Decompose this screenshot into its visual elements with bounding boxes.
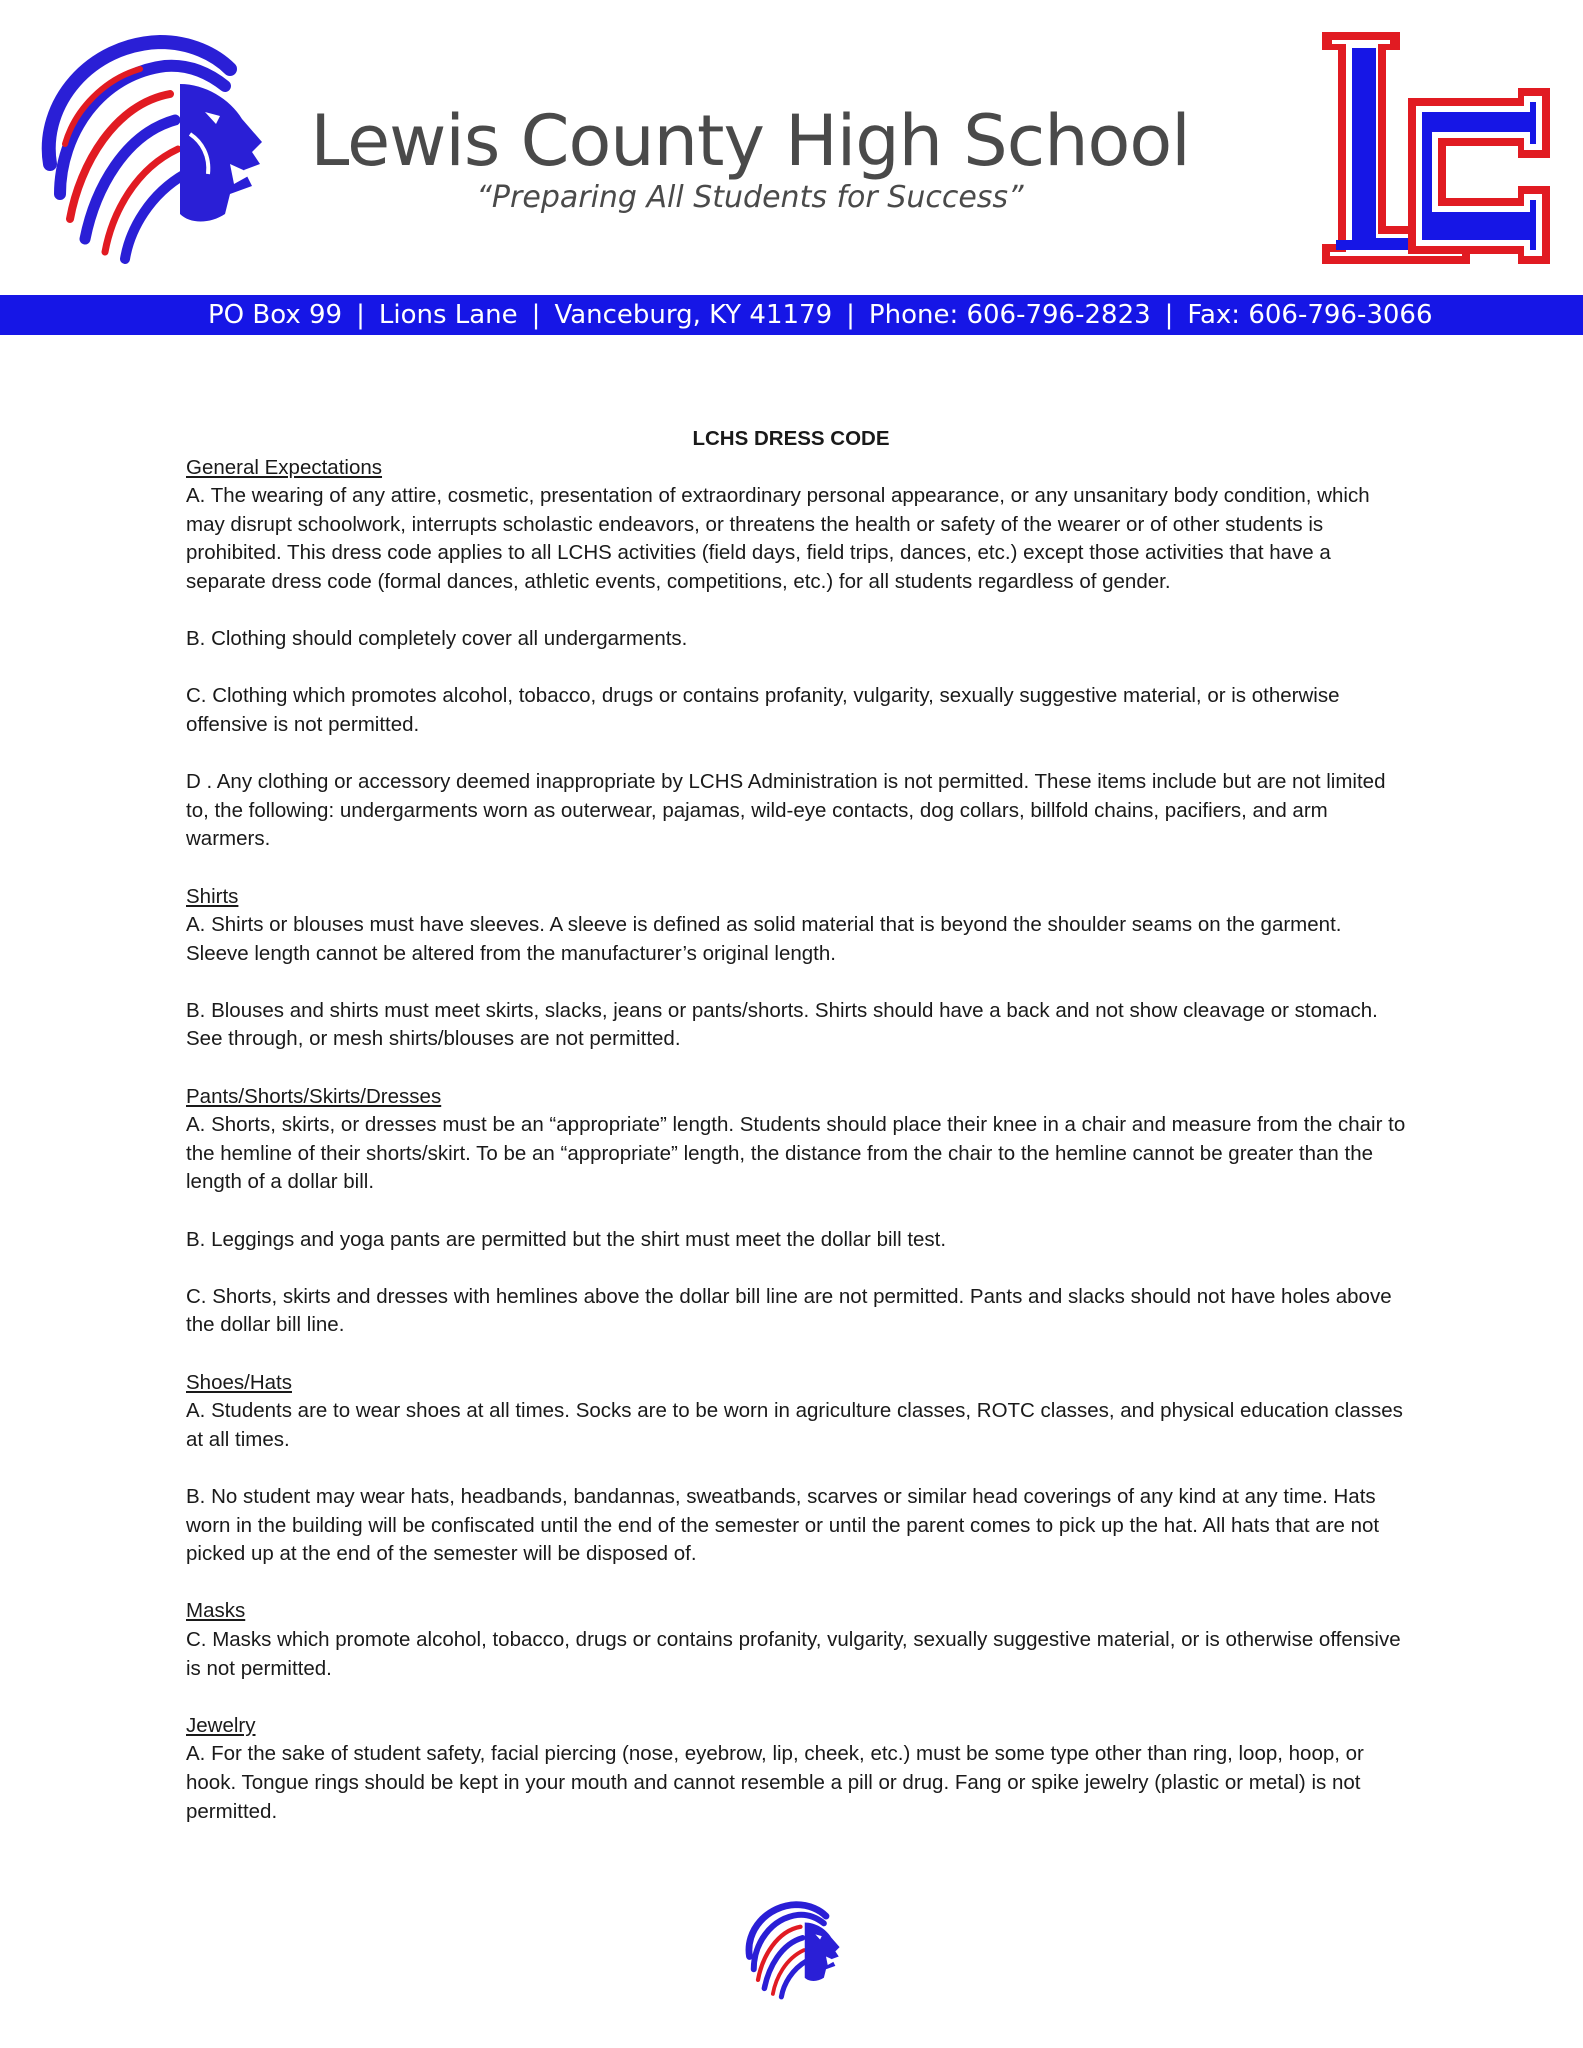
address-fax: Fax: 606-796-3066 <box>1187 300 1433 330</box>
address-street: Lions Lane <box>378 300 518 330</box>
address-po-box: PO Box 99 <box>208 300 343 330</box>
paragraph: B. Leggings and yoga pants are permitted but the shirt must meet the dollar bill test. <box>186 1227 947 1251</box>
paragraph: A. Shirts or blouses must have sleeves. A sleeve is defined as solid material that is beyond the shoulder seams on the garment. Sleeve length cannot be altered from the manufacturer’s original length. <box>186 913 1342 965</box>
school-name: Lewis County High School <box>310 100 1190 182</box>
footer-lion-logo-icon <box>741 1893 843 2003</box>
address-separator: | <box>531 300 541 330</box>
lion-head-logo-icon <box>30 24 270 264</box>
section-heading-jewelry: Jewelry <box>186 1713 256 1737</box>
paragraph: A. Students are to wear shoes at all times. Socks are to be worn in agriculture classes, ROTC classes, and physical education classes at all times. <box>186 1399 1403 1451</box>
address-phone: Phone: 606-796-2823 <box>868 300 1151 330</box>
section-heading-shoes-hats: Shoes/Hats <box>186 1370 292 1394</box>
paragraph: C. Shorts, skirts and dresses with hemlines above the dollar bill line are not permitted. Pants and slacks should not have holes above the dollar bill line. <box>186 1284 1392 1337</box>
school-tagline: “Preparing All Students for Success” <box>476 180 1024 215</box>
paragraph: B. Blouses and shirts must meet skirts, slacks, jeans or pants/shorts. Shirts should have a back and not show cleavage or stomach. See through, or mesh shirts/blouses are not permitted. <box>186 998 1378 1051</box>
section-heading-shirts: Shirts <box>186 884 239 908</box>
document-title: LCHS DRESS CODE <box>692 427 890 450</box>
section-heading-general: General Expectations <box>186 455 383 479</box>
address-city: Vanceburg, KY 41179 <box>554 300 833 330</box>
address-separator: | <box>1164 300 1174 330</box>
paragraph: A. The wearing of any attire, cosmetic, presentation of extraordinary personal appearance, or any unsanitary body condition, which may disrupt schoolwork, interrupts scholastic endeavors, or threatens the health or safety of the wearer or of other students is prohibited. This dress code applies to all LCHS activities (field days, field trips, dances, etc.) except those activities that have a separate dress code (formal dances, athletic events, competitions, etc.) for all students regardless of gender. <box>186 484 1370 593</box>
address-bar <box>0 295 1583 335</box>
paragraph: C. Masks which promote alcohol, tobacco, drugs or contains profanity, vulgarity, sexually suggestive material, or is otherwise offensive is not permitted. <box>186 1627 1401 1680</box>
section-heading-pants: Pants/Shorts/Skirts/Dresses <box>186 1084 442 1108</box>
address-separator: | <box>356 300 365 330</box>
address-separator: | <box>846 300 855 330</box>
paragraph: B. Clothing should completely cover all undergarments. <box>186 627 688 651</box>
paragraph: A. Shorts, skirts, or dresses must be an “appropriate” length. Students should place their knee in a chair and measure from the chair to the hemline of their shorts/skirt. To be an “appropriate” length, the distance from the chair to the hemline cannot be greater than the length of a dollar bill. <box>186 1113 1406 1194</box>
paragraph: D . Any clothing or accessory deemed inappropriate by LCHS Administration is not permitted. These items include but are not limited to, the following: undergarments worn as outerwear, pajamas, wild-eye contacts, dog collars, billfold chains, pacifiers, and arm warmers. <box>186 770 1386 851</box>
paragraph: C. Clothing which promotes alcohol, tobacco, drugs or contains profanity, vulgarity, sexually suggestive material, or is otherwise offensive is not permitted. <box>186 684 1340 736</box>
lc-monogram-logo-icon <box>1318 28 1553 268</box>
section-heading-masks: Masks <box>186 1599 246 1623</box>
dress-code-document <box>186 425 1406 1826</box>
paragraph: A. For the sake of student safety, facial piercing (nose, eyebrow, lip, cheek, etc.) must be some type other than ring, loop, hoop, or hook. Tongue rings should be kept in your mouth and cannot resemble a pill or drug. Fang or spike jewelry (plastic or metal) is not permitted. <box>186 1742 1364 1823</box>
paragraph: B. No student may wear hats, headbands, bandannas, sweatbands, scarves or similar head coverings of any kind at any time. Hats worn in the building will be confiscated until the end of the semester or until the parent comes to pick up the hat. All hats that are not picked up at the end of the semester will be disposed of. <box>186 1484 1380 1566</box>
